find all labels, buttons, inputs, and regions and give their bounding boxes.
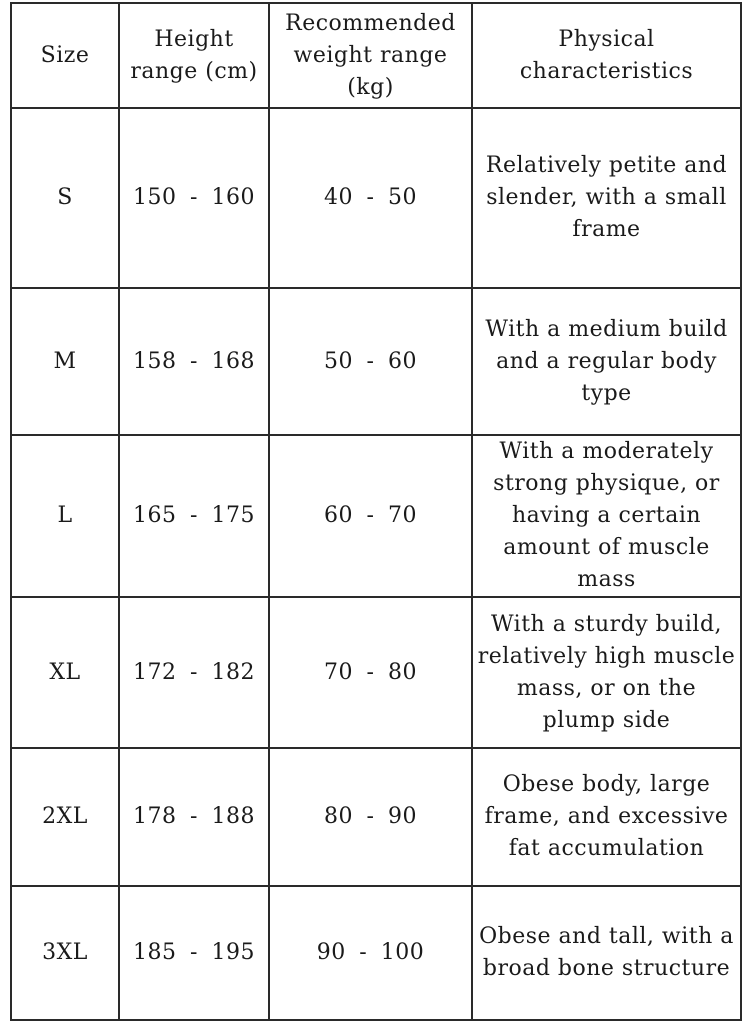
weight-cell: 70 - 80 [269, 597, 472, 748]
weight-cell: 50 - 60 [269, 288, 472, 435]
height-cell: 150 - 160 [119, 108, 269, 288]
size-cell: S [11, 108, 119, 288]
header-weight-range: Recommended weight range (kg) [269, 3, 472, 108]
header-size: Size [11, 3, 119, 108]
table-row [11, 886, 741, 1020]
weight-cell: 60 - 70 [269, 435, 472, 597]
weight-cell: 40 - 50 [269, 108, 472, 288]
size-cell: M [11, 288, 119, 435]
size-cell: 3XL [11, 886, 119, 1020]
height-cell: 158 - 168 [119, 288, 269, 435]
header-row [11, 3, 741, 108]
size-cell: L [11, 435, 119, 597]
height-cell: 172 - 182 [119, 597, 269, 748]
physical-cell: With a medium build and a regular body type [472, 288, 741, 435]
physical-cell: With a sturdy build, relatively high muscle mass, or on the plump side [472, 597, 741, 748]
table-row [11, 288, 741, 435]
height-cell: 185 - 195 [119, 886, 269, 1020]
physical-cell: Relatively petite and slender, with a small frame [472, 108, 741, 288]
physical-cell: Obese body, large frame, and excessive fat accumulation [472, 748, 741, 886]
size-cell: 2XL [11, 748, 119, 886]
physical-cell: Obese and tall, with a broad bone structure [472, 886, 741, 1020]
table-row [11, 748, 741, 886]
weight-cell: 90 - 100 [269, 886, 472, 1020]
header-physical-characteristics: Physical characteristics [472, 3, 741, 108]
size-cell: XL [11, 597, 119, 748]
height-cell: 165 - 175 [119, 435, 269, 597]
size-chart-table [10, 2, 742, 1021]
table-row [11, 435, 741, 597]
table-row [11, 597, 741, 748]
weight-cell: 80 - 90 [269, 748, 472, 886]
height-cell: 178 - 188 [119, 748, 269, 886]
header-height-range: Height range (cm) [119, 3, 269, 108]
table-row [11, 108, 741, 288]
physical-cell: With a moderately strong physique, or having a certain amount of muscle mass [472, 435, 741, 597]
